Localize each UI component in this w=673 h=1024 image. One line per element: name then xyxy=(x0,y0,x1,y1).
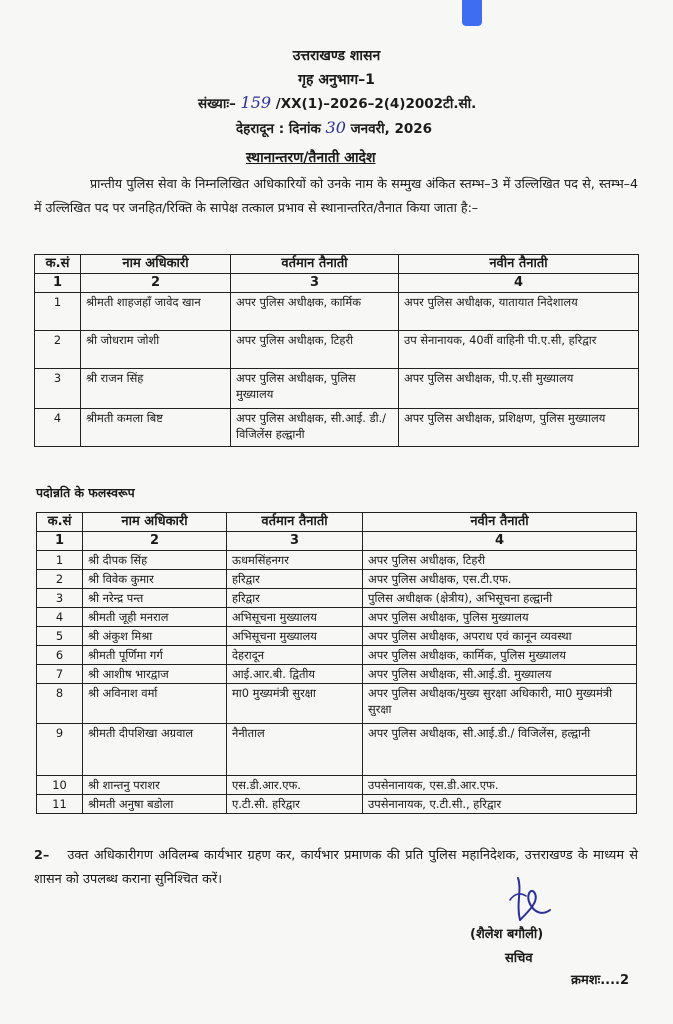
current-posting-cell: अपर पुलिस अधीक्षक, कार्मिक xyxy=(231,293,399,331)
serial-cell: 1 xyxy=(35,293,81,331)
current-posting-cell: देहरादून xyxy=(227,646,363,665)
table-row xyxy=(37,627,637,646)
current-posting-cell: ए.टी.सी. हरिद्वार xyxy=(227,795,363,814)
serial-cell: 4 xyxy=(35,409,81,447)
name-cell: श्रीमती अनुषा बडोला xyxy=(83,795,227,814)
table-row xyxy=(37,665,637,684)
serial-cell: 3 xyxy=(35,369,81,409)
serial-cell: 3 xyxy=(37,589,83,608)
paragraph-text: उक्त अधिकारीगण अविलम्ब कार्यभार ग्रहण कर, कार्यभार प्रमाणक की प्रति पुलिस महानिदेशक, उत्तराखण्ड के माध्यम से शासन को उपलब्ध कराना सुनिश्चित करें। xyxy=(34,848,638,887)
signature-mark xyxy=(500,870,560,930)
intro-paragraph: प्रान्तीय पुलिस सेवा के निम्नलिखित अधिकारियों को उनके नाम के सम्मुख अंकित स्तम्भ–3 में उल्लिखित पद से, स्तम्भ–4 में उल्लिखित पद पर जनहित/रिक्ति के सापेक्ष तत्काल प्रभाव से स्थानान्तरित/तैनात किया जाता है:– xyxy=(34,176,638,215)
column-number: 2 xyxy=(81,274,231,293)
table-row xyxy=(35,331,639,369)
current-posting-cell: ऊधमसिंहनगर xyxy=(227,551,363,570)
table-row xyxy=(37,570,637,589)
column-header: क.सं xyxy=(35,255,81,274)
new-posting-cell: अपर पुलिस अधीक्षक, कार्मिक, पुलिस मुख्यालय xyxy=(363,646,637,665)
promotion-heading: पदोन्नति के फलस्वरूप xyxy=(36,485,135,500)
serial-cell: 5 xyxy=(37,627,83,646)
column-header: नवीन तैनाती xyxy=(363,513,637,532)
current-posting-cell: एस.डी.आर.एफ. xyxy=(227,776,363,795)
name-cell: श्री आशीष भारद्वाज xyxy=(83,665,227,684)
date-prefix: देहरादून : दिनांक xyxy=(236,121,321,137)
serial-cell: 11 xyxy=(37,795,83,814)
reference-suffix: /XX(1)–2026–2(4)2002टी.सी. xyxy=(275,96,477,112)
table-header-row xyxy=(37,513,637,532)
current-posting-cell: अपर पुलिस अधीक्षक, पुलिस मुख्यालय xyxy=(231,369,399,409)
name-cell: श्रीमती पूर्णिमा गर्ग xyxy=(83,646,227,665)
new-posting-cell: अपर पुलिस अधीक्षक, यातायात निदेशालय xyxy=(399,293,639,331)
column-header: नाम अधिकारी xyxy=(81,255,231,274)
serial-cell: 9 xyxy=(37,724,83,776)
new-posting-cell: अपर पुलिस अधीक्षक/मुख्य सुरक्षा अधिकारी, मा0 मुख्यमंत्री सुरक्षा xyxy=(363,684,637,724)
serial-cell: 6 xyxy=(37,646,83,665)
column-number: 1 xyxy=(35,274,81,293)
government-heading: उत्तराखण्ड शासन xyxy=(292,48,381,64)
current-posting-cell: मा0 मुख्यमंत्री सुरक्षा xyxy=(227,684,363,724)
serial-cell: 10 xyxy=(37,776,83,795)
name-cell: श्री दीपक सिंह xyxy=(83,551,227,570)
new-posting-cell: उपसेनानायक, ए.टी.सी., हरिद्वार xyxy=(363,795,637,814)
name-cell: श्रीमती जूही मनराल xyxy=(83,608,227,627)
new-posting-cell: अपर पुलिस अधीक्षक, पी.ए.सी मुख्यालय xyxy=(399,369,639,409)
table-row xyxy=(37,795,637,814)
name-cell: श्री विवेक कुमार xyxy=(83,570,227,589)
name-cell: श्री शान्तनु पराशर xyxy=(83,776,227,795)
serial-cell: 2 xyxy=(35,331,81,369)
new-posting-cell: अपर पुलिस अधीक्षक, टिहरी xyxy=(363,551,637,570)
serial-cell: 1 xyxy=(37,551,83,570)
column-number: 2 xyxy=(83,532,227,551)
table-row xyxy=(37,646,637,665)
new-posting-cell: अपर पुलिस अधीक्षक, सी.आई.डी./ विजिलेंस, हल्द्वानी xyxy=(363,724,637,776)
table-row xyxy=(35,293,639,331)
column-number-row xyxy=(37,532,637,551)
new-posting-cell: उपसेनानायक, एस.डी.आर.एफ. xyxy=(363,776,637,795)
scroll-tab-indicator xyxy=(462,0,482,26)
table-header-row xyxy=(35,255,639,274)
column-number-row xyxy=(35,274,639,293)
promotion-table xyxy=(36,512,637,814)
serial-cell: 4 xyxy=(37,608,83,627)
department-heading: गृह अनुभाग–1 xyxy=(298,72,375,88)
name-cell: श्री अंकुश मिश्रा xyxy=(83,627,227,646)
table-row xyxy=(35,409,639,447)
name-cell: श्रीमती दीपशिखा अग्रवाल xyxy=(83,724,227,776)
current-posting-cell: अभिसूचना मुख्यालय xyxy=(227,627,363,646)
name-cell: श्री अविनाश वर्मा xyxy=(83,684,227,724)
new-posting-cell: अपर पुलिस अधीक्षक, प्रशिक्षण, पुलिस मुख्यालय xyxy=(399,409,639,447)
reference-number-line xyxy=(198,93,476,112)
serial-cell: 2 xyxy=(37,570,83,589)
new-posting-cell: अपर पुलिस अधीक्षक, सी.आई.डी. मुख्यालय xyxy=(363,665,637,684)
new-posting-cell: अपर पुलिस अधीक्षक, अपराध एवं कानून व्यवस्था xyxy=(363,627,637,646)
current-posting-cell: हरिद्वार xyxy=(227,589,363,608)
transfer-table xyxy=(34,254,639,447)
new-posting-cell: अपर पुलिस अधीक्षक, पुलिस मुख्यालय xyxy=(363,608,637,627)
current-posting-cell: अपर पुलिस अधीक्षक, सी.आई. डी./विजिलेंस हल्द्वानी xyxy=(231,409,399,447)
current-posting-cell: आई.आर.बी. द्वितीय xyxy=(227,665,363,684)
column-number: 3 xyxy=(227,532,363,551)
date-day-handwritten: 30 xyxy=(325,118,346,137)
continued-marker: क्रमशः....2 xyxy=(571,973,630,988)
current-posting-cell: अपर पुलिस अधीक्षक, टिहरी xyxy=(231,331,399,369)
date-suffix: जनवरी, 2026 xyxy=(350,121,433,137)
column-header: क.सं xyxy=(37,513,83,532)
table-row xyxy=(37,684,637,724)
column-number: 4 xyxy=(363,532,637,551)
table-row xyxy=(37,589,637,608)
column-number: 1 xyxy=(37,532,83,551)
column-number: 4 xyxy=(399,274,639,293)
order-title: स्थानान्तरण/तैनाती आदेश xyxy=(246,150,376,166)
new-posting-cell: पुलिस अधीक्षक (क्षेत्रीय), अभिसूचना हल्द्वानी xyxy=(363,589,637,608)
table-row xyxy=(37,608,637,627)
current-posting-cell: नैनीताल xyxy=(227,724,363,776)
reference-number-handwritten: 159 xyxy=(240,93,272,112)
column-header: वर्तमान तैनाती xyxy=(231,255,399,274)
column-header: नाम अधिकारी xyxy=(83,513,227,532)
name-cell: श्रीमती कमला बिष्ट xyxy=(81,409,231,447)
name-cell: श्री राजन सिंह xyxy=(81,369,231,409)
signatory-name: (शैलेश बगौली) xyxy=(470,927,544,942)
name-cell: श्री नरेन्द्र पन्त xyxy=(83,589,227,608)
table-row xyxy=(37,724,637,776)
column-header: नवीन तैनाती xyxy=(399,255,639,274)
table-row xyxy=(37,776,637,795)
date-line xyxy=(236,118,432,137)
current-posting-cell: अभिसूचना मुख्यालय xyxy=(227,608,363,627)
signatory-designation: सचिव xyxy=(505,951,533,966)
paragraph-number: 2– xyxy=(34,848,50,863)
serial-cell: 8 xyxy=(37,684,83,724)
new-posting-cell: उप सेनानायक, 40वीं वाहिनी पी.ए.सी, हरिद्वार xyxy=(399,331,639,369)
table-row xyxy=(37,551,637,570)
name-cell: श्रीमती शाहजहाँ जावेद खान xyxy=(81,293,231,331)
name-cell: श्री जोधराम जोशी xyxy=(81,331,231,369)
column-header: वर्तमान तैनाती xyxy=(227,513,363,532)
current-posting-cell: हरिद्वार xyxy=(227,570,363,589)
new-posting-cell: अपर पुलिस अधीक्षक, एस.टी.एफ. xyxy=(363,570,637,589)
serial-cell: 7 xyxy=(37,665,83,684)
table-row xyxy=(35,369,639,409)
reference-prefix: संख्याः– xyxy=(198,96,236,112)
column-number: 3 xyxy=(231,274,399,293)
